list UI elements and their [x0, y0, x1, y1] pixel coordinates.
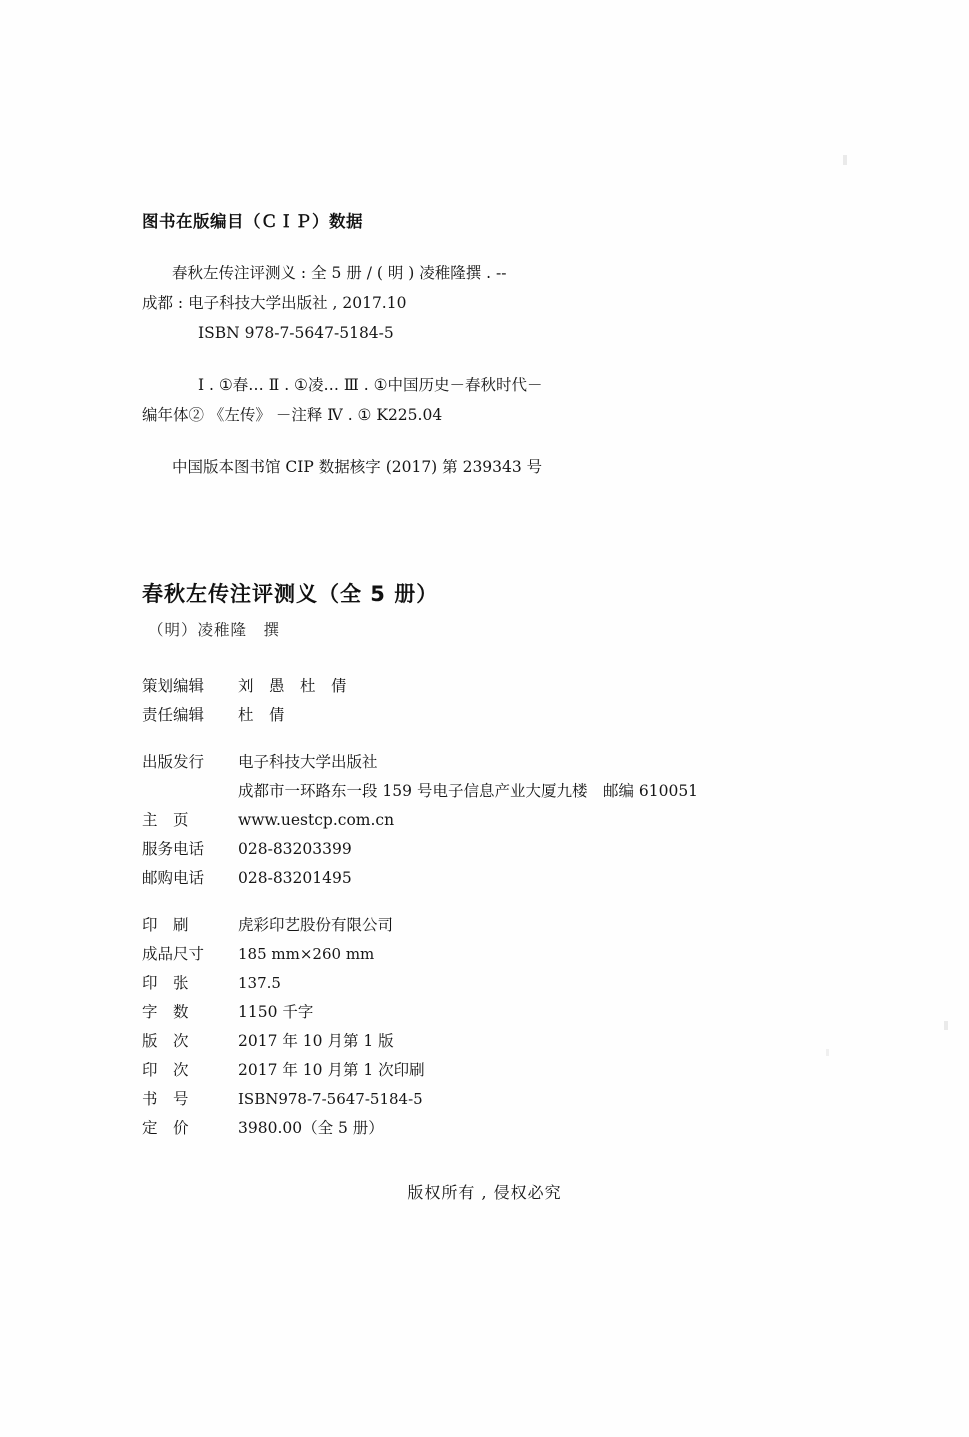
imprint-value: 137.5	[238, 974, 281, 992]
imprint-value: 2017 年 10 月第 1 次印刷	[238, 1061, 425, 1079]
imprint-row	[142, 1027, 862, 1056]
imprint-row	[142, 701, 862, 730]
cip-block	[142, 208, 842, 482]
cip-registry	[142, 452, 842, 482]
imprint-label: 定 价	[142, 1119, 189, 1137]
scan-speck	[843, 155, 847, 165]
imprint-value: 刘 愚 杜 倩	[238, 677, 347, 695]
imprint-value: 028-83201495	[238, 869, 352, 887]
imprint-row	[142, 911, 862, 940]
imprint-label: 印 次	[142, 1061, 189, 1079]
scan-speck	[944, 1021, 948, 1030]
cip-registry-line: 中国版本图书馆 CIP 数据核字 (2017) 第 239343 号	[172, 458, 543, 476]
imprint-label: 责任编辑	[142, 706, 205, 724]
imprint-value: 028-83203399	[238, 840, 352, 858]
imprint-row	[142, 940, 862, 969]
imprint-block	[142, 672, 862, 1143]
imprint-label: 服务电话	[142, 840, 205, 858]
imprint-label: 印 刷	[142, 916, 189, 934]
imprint-row	[142, 748, 862, 777]
imprint-label: 字 数	[142, 1003, 189, 1021]
copyright-note	[0, 1180, 969, 1203]
cip-heading: 图书在版编目（ＣＩＰ）数据	[142, 212, 363, 231]
book-title: 春秋左传注评测义（全 5 册）	[142, 582, 439, 606]
imprint-value: 杜 倩	[238, 706, 285, 724]
cip-description	[142, 258, 842, 348]
imprint-row	[142, 1056, 862, 1085]
imprint-row	[142, 998, 862, 1027]
imprint-row	[142, 1114, 862, 1143]
copyright-text: 版权所有 , 侵权必究	[407, 1183, 562, 1202]
imprint-value: 1150 千字	[238, 1003, 314, 1021]
imprint-value: 电子科技大学出版社	[238, 753, 378, 771]
cip-line: 春秋左传注评测义 : 全 5 册 / ( 明 ) 凌稚隆撰 . --	[172, 264, 507, 282]
cip-line: 成都 : 电子科技大学出版社 , 2017.10	[142, 294, 407, 312]
imprint-row	[142, 969, 862, 998]
imprint-label: 主 页	[142, 811, 189, 829]
book-author: （明）凌稚隆 撰	[148, 621, 281, 639]
imprint-row	[142, 672, 862, 701]
imprint-value: 虎彩印艺股份有限公司	[238, 916, 394, 934]
imprint-value: 185 mm×260 mm	[238, 945, 375, 963]
imprint-label: 邮购电话	[142, 869, 205, 887]
imprint-row	[142, 1085, 862, 1114]
imprint-label: 出版发行	[142, 753, 205, 771]
imprint-label: 书 号	[142, 1090, 189, 1108]
imprint-row	[142, 864, 862, 893]
cip-isbn-line: ISBN 978-7-5647-5184-5	[198, 324, 394, 342]
imprint-price: 3980.00（全 5 册）	[238, 1119, 384, 1137]
imprint-website[interactable]: www.uestcp.com.cn	[238, 811, 395, 829]
imprint-value: 2017 年 10 月第 1 版	[238, 1032, 394, 1050]
imprint-address: 成都市一环路东一段 159 号电子信息产业大厦九楼 邮编 610051	[238, 782, 699, 800]
imprint-isbn: ISBN978-7-5647-5184-5	[238, 1090, 423, 1108]
imprint-label: 印 张	[142, 974, 189, 992]
imprint-label: 版 次	[142, 1032, 189, 1050]
imprint-row	[142, 835, 862, 864]
cip-classification-line: Ⅰ . ①春… Ⅱ . ①凌… Ⅲ . ①中国历史－春秋时代－	[198, 376, 543, 394]
imprint-label: 策划编辑	[142, 677, 205, 695]
imprint-row	[142, 806, 862, 835]
cip-classification	[142, 370, 842, 430]
imprint-label: 成品尺寸	[142, 945, 205, 963]
cip-classification-line: 编年体② 《左传》 －注释 Ⅳ . ① K225.04	[142, 406, 443, 424]
